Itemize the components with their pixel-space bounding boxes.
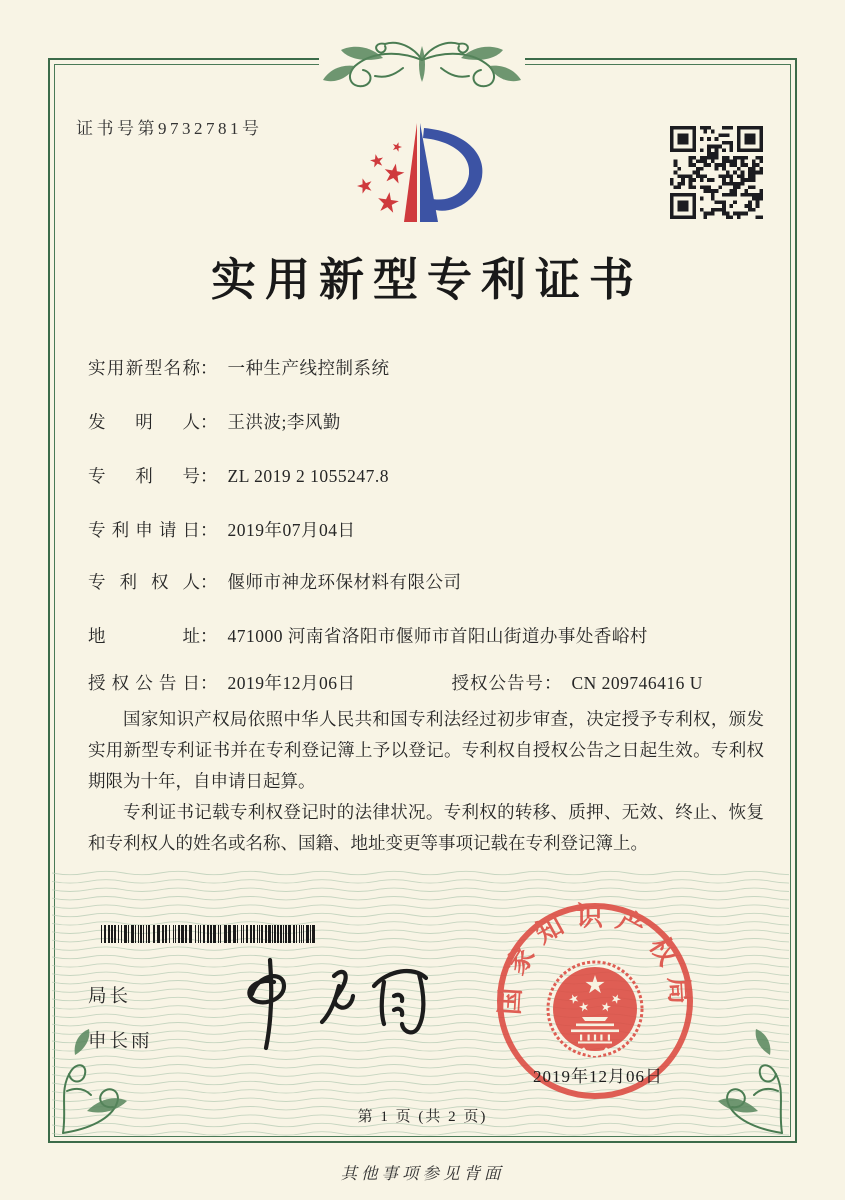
colon: ： — [200, 673, 218, 693]
field-row-inventor — [88, 409, 795, 435]
field-label: 实用新型名称 — [88, 358, 200, 378]
colon: ： — [200, 358, 218, 378]
colon: ： — [544, 673, 562, 693]
field-value: 王洪波;李风勤 — [227, 412, 341, 432]
colon: ： — [200, 626, 218, 646]
field-label: 地址 — [88, 626, 200, 646]
cnipa-logo-icon — [334, 110, 512, 240]
field-row-filing-date — [88, 517, 795, 543]
field-value: 471000 河南省洛阳市偃师市首阳山街道办事处香峪村 — [227, 626, 648, 646]
body-paragraph: 国家知识产权局依照中华人民共和国专利法经过初步审查，决定授予专利权，颁发实用新型专利证书并在专利登记簿上予以登记。专利权自授权公告之日起生效。专利权期限为十年，自申请日起算。 — [88, 709, 764, 791]
grant-no-label: 授权公告号 — [451, 673, 544, 693]
field-label: 专利号 — [88, 466, 200, 486]
field-label: 发明人 — [88, 412, 200, 432]
field-row-patentee — [88, 569, 795, 595]
colon: ： — [200, 572, 218, 592]
certificate-title: 实用新型专利证书 — [210, 255, 643, 305]
field-row-name — [88, 355, 795, 381]
body-paragraph: 专利证书记载专利权登记时的法律状况。专利权的转移、质押、无效、终止、恢复和专利权人的姓名或名称、国籍、地址变更等事项记载在专利登记簿上。 — [88, 802, 764, 853]
field-row-patent-no — [88, 463, 795, 489]
field-row-grant — [88, 670, 795, 696]
top-flourish-ornament — [283, 20, 561, 106]
field-value: ZL 2019 2 1055247.8 — [227, 466, 389, 486]
barcode — [101, 925, 318, 943]
field-label: 专利权人 — [88, 572, 200, 592]
grant-date-label: 授权公告日 — [88, 673, 200, 693]
field-value: 偃师市神龙环保材料有限公司 — [227, 572, 462, 592]
colon: ： — [200, 520, 218, 540]
grant-date-value: 2019年12月06日 — [227, 673, 356, 693]
field-label: 专利申请日 — [88, 520, 200, 540]
field-value: 2019年07月04日 — [227, 520, 356, 540]
grant-no-value: CN 209746416 U — [571, 673, 703, 693]
director-signature — [222, 952, 457, 1057]
qr-code — [670, 126, 763, 219]
page-number: 第 1 页 (共 2 页) — [357, 1109, 488, 1125]
officer-title: 局长 — [88, 987, 132, 1007]
officer-name: 申长雨 — [88, 1032, 153, 1052]
colon: ： — [200, 466, 218, 486]
certificate-body-text — [88, 704, 764, 859]
certificate-number: 证书号第9732781号 — [76, 119, 263, 138]
back-side-note: 其他事项参见背面 — [340, 1164, 505, 1183]
colon: ： — [200, 412, 218, 432]
field-value: 一种生产线控制系统 — [227, 358, 390, 378]
seal-date: 2019年12月06日 — [533, 1067, 663, 1086]
seal-ring-text: 国家知识产权局 — [494, 901, 696, 1016]
field-row-address — [88, 623, 795, 649]
